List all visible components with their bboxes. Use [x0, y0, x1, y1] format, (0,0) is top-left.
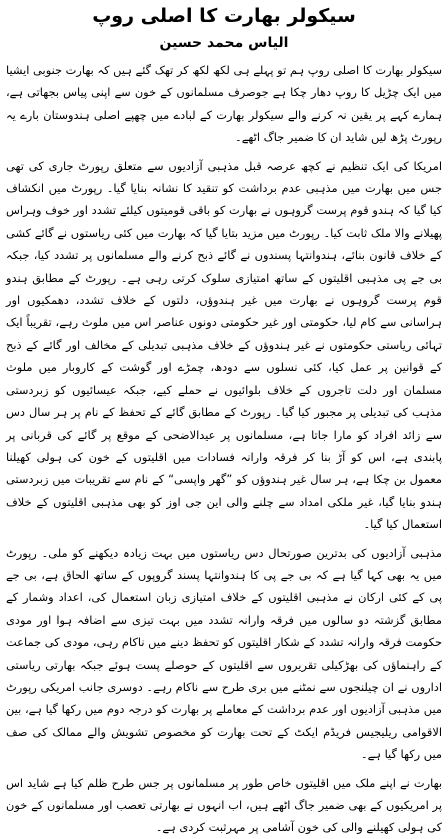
article-paragraph: بھارت نے اپنے ملک میں اقلیتوں خاص طور پر مسلمانوں پر جس طرح ظلم کیا ہے شاید اس پر امریکیوں کے بھی ضمیر جاگ اٹھے ہیں، اب انہوں نے بھارتی تعصب اور مسلمانوں کے خون کی ہولی کھیلنے والی کی خون آشامی پر مہرثبت کردی ہے۔	[6, 775, 442, 835]
article-title: سیکولر بھارت کا اصلی روپ	[92, 5, 356, 27]
article-paragraph: سیکولر بھارت کا اصلی روپ ہم تو پہلے ہی لکھ لکھ کر تھک گئے ہیں کہ بھارت جنوبی ایشیا میں ایک چڑیل کا روپ دھار چکا ہے جوصرف مسلمانوں کے خون سے اپنی پیاس بجھاتی ہے، ہمارے کہے پر یقین نہ کرنے والے سیکولر بھارت کے لبادے میں چھپے اصلی ہندوستان بارے یہ رپورٹ پڑھ لیں شاید ان کا ضمیر جاگ اٹھے۔	[6, 63, 442, 145]
article-page	[6, 0, 442, 835]
article-paragraph: امریکا کی ایک تنظیم نے کچھ عرصہ قبل مذہبی آزادیوں سے متعلق رپورٹ جاری کی تھی جس میں بھارت میں مذہبی عدم برداشت کو تنقید کا نشانہ بنایا گیا۔ رپورٹ میں انکشاف کیا گیا کہ ہندو قوم پرست گروہوں نے بھارت کو باقی قومیتوں کیلئے تشدد اور خوف وہراس پھیلانے والا ملک ثابت کیا۔ رپورٹ میں مزید بتایا گیا کہ بھارت میں کئی ریاستوں نے گائے کشی کے خلاف قانون بنائے، ہندوانتہا پسندوں نے گائے ذبح کرنے والے مسلمانوں پر تشدد کیا، جبکہ بی جے پی مذہبی اقلیتوں کے ساتھ امتیازی سلوک کرتی رہی ہے۔ رپورٹ کے مطابق ہندو قوم پرست گروہوں نے بھارت میں غیر ہندوؤں، دلتوں کے خلاف تشدد، دھمکیوں اور ہراسانی سے کام لیا، حکومتی اور غیر حکومتی دونوں عناصر اس میں ملوث رہے، تقریباً ایک تہائی ریاستی حکومتوں نے غیر ہندوؤں کے خلاف مذہبی تبدیلی کے مخالف اور گائے کے ذبح کے قوانین پر عمل کیا، کئی نسلوں سے دودھ، چمڑے اور گوشت کے کاروبار میں ملوث مسلمان اور دلت تاجروں کے خلاف بلوائیوں نے حملے کیے، جبکہ عیسائیوں کو زبردستی مذہب کی تبدیلی پر مجبور کیا گیا۔ رپورٹ کے مطابق گائے کے تحفظ کے نام پر ہر سال دس سے زائد افراد کو مارا جاتا ہے، مسلمانوں پر عیدالاضحی کے موقع پر گائے کی قربانی پر پابندی ہے، اس کو آڑ بنا کر فرقہ وارانہ فسادات میں اقلیتوں کے خون کی ہولی کھیلنا معمول بن چکا ہے، ہر سال غیر ہندوؤں کو ”گھر واپسی“ کے نام سے تقریبات میں زبردستی ہندو بنایا گیا، غیر ملکی امداد سے چلنے والی این جی اوز کو بھی مذہبی اقلیتوں کے خلاف استعمال کیا گیا۔	[6, 158, 442, 532]
author-byline: الیاس محمد حسین	[159, 35, 289, 51]
article-body	[6, 59, 442, 839]
article-paragraph: مذہبی آزادیوں کی بدترین صورتحال دس ریاستوں میں بہت زیادہ دیکھنے کو ملی۔ رپورٹ میں یہ بھی کہا گیا ہے کہ بی جے پی کا ہندوانتہا پسند گروپوں کے ساتھ الحاق ہے، بی جے پی کے کئی ارکان نے مذہبی اقلیتوں کے خلاف امتیازی زبان استعمال کی، اعداد وشمار کے مطابق گزشتہ دو سالوں میں فرقہ وارانہ تشدد میں بہت تیزی سے اضافہ ہوا اور مودی حکومت فرقہ وارانہ تشدد کے شکار اقلیتوں کو تحفظ دینے میں ناکام رہی، مودی کی جماعت کے راہنماؤں کی بھڑکیلی تقریروں سے اقلیتوں کے حوصلے پست ہوئے جبکہ بھارتی ریاستی اداروں نے ان چیلنجوں سے نمٹنے میں بری طرح سے ناکام رہے۔ دوسری جانب امریکی رپورٹ میں مذہبی آزادیوں اور عدم برداشت کے معاملے پر بھارت کو درجہ دوم میں رکھا گیا ہے، بین الاقوامی ریلیجیس فریڈم ایکٹ کے تحت بھارت کو مخصوص تشویش والے ممالک کی صف میں رکھا گیا ہے۔	[6, 545, 442, 762]
